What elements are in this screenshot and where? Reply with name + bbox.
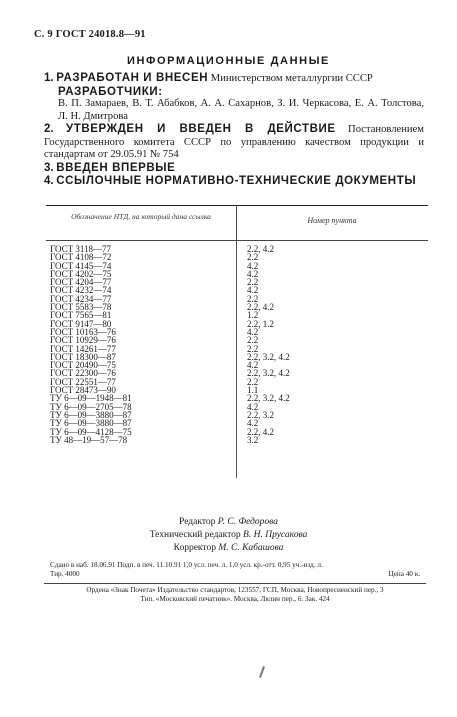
- item-text: Постановлением Государственного комитета СССР по управлению качеством продукции и стандартам от 29.05.91 № 754: [44, 124, 424, 160]
- tech-editor-name: В. Н. Прусакова: [243, 530, 308, 540]
- clause-numbers: 2.2: [247, 376, 259, 387]
- clause-numbers: 2.2, 4.2: [247, 244, 274, 254]
- document-designation: ГОСТ 18300—87: [50, 351, 116, 362]
- info-item-2: [44, 123, 424, 162]
- corrector-name: М. С. Кабашова: [218, 543, 284, 553]
- editors-block: [0, 516, 457, 555]
- developers-list: В. П. Замараев, В. Т. Абабков, А. А. Сахарнов, З. И. Черкасова, Е. А. Толстова, Л. Н. Дмитрова: [58, 98, 424, 122]
- clause-numbers: 4.2: [247, 326, 259, 337]
- info-list: [44, 72, 424, 189]
- document-designation: ГОСТ 4108—72: [50, 252, 112, 263]
- document-designation: ТУ 48—19—57—78: [50, 434, 128, 445]
- clause-numbers: 4.2: [247, 418, 259, 429]
- clause-numbers: 4.2: [247, 285, 259, 296]
- document-designation: ТУ 6—09—3880—87: [50, 409, 132, 420]
- imprint-line-1: Сдано в наб. 18.06.91 Подп. в печ. 11.10.91 1,0 усл. печ. л. 1,0 усл. кр.-отт. 0,95 уч.-изд. л.: [50, 561, 323, 569]
- clause-numbers: 2.2: [247, 252, 259, 263]
- document-designation: ГОСТ 4232—74: [50, 285, 112, 296]
- document-designation: ГОСТ 28473—90: [50, 385, 116, 396]
- document-designation: ГОСТ 4202—75: [50, 268, 112, 279]
- document-designation: ГОСТ 9147—80: [50, 318, 112, 329]
- publisher-block: [44, 586, 426, 604]
- print-run: Тир. 4000: [50, 570, 80, 578]
- document-designation: ГОСТ 10929—76: [50, 335, 116, 346]
- clause-numbers: 4.2: [247, 360, 259, 371]
- scan-mark: [259, 666, 265, 678]
- document-designation: ГОСТ 22551—77: [50, 376, 116, 387]
- clause-numbers: 2.2, 3.2: [247, 409, 274, 420]
- page-header: С. 9 ГОСТ 24018.8—91: [34, 29, 146, 40]
- document-designation: ТУ 6—09—2705—78: [50, 401, 132, 412]
- developers-heading: РАЗРАБОТЧИКИ:: [58, 85, 163, 98]
- clause-numbers: 1.1: [247, 385, 259, 396]
- clause-numbers: 2.2, 4.2: [247, 426, 274, 437]
- document-designation: ТУ 6—09—4128—75: [50, 426, 132, 437]
- imprint-rule: [44, 583, 426, 584]
- info-item-1: [44, 72, 424, 123]
- info-item-4: [44, 175, 424, 189]
- clause-numbers: 2.2, 1.2: [247, 318, 274, 329]
- clause-numbers: 2.2, 3.2, 4.2: [247, 351, 290, 362]
- item-heading: РАЗРАБОТАН И ВНЕСЕН: [56, 72, 209, 84]
- clause-numbers: 2.2, 3.2, 4.2: [247, 393, 290, 404]
- item-number: 1.: [44, 72, 54, 84]
- clause-numbers: 4.2: [247, 268, 259, 279]
- editor-role: Редактор: [179, 517, 216, 527]
- table-header: [46, 210, 428, 242]
- reference-rows: [50, 245, 430, 444]
- clause-numbers: 4.2: [247, 260, 259, 271]
- clause-numbers: 1.2: [247, 310, 259, 321]
- item-heading: ВВЕДЕН ВПЕРВЫЕ: [56, 161, 176, 174]
- column-header-clause: Номер пункта: [307, 216, 357, 225]
- editor-line: [0, 516, 457, 529]
- clause-numbers: 2.2: [247, 293, 259, 304]
- imprint-line-2: [50, 570, 420, 579]
- table-row: [50, 436, 430, 444]
- clause-numbers: 2.2, 4.2: [247, 302, 274, 313]
- document-designation: ГОСТ 4145—74: [50, 260, 112, 271]
- document-designation: ГОСТ 7565—81: [50, 310, 112, 321]
- column-header-document: Обозначение НТД, на который дана ссылка: [71, 212, 211, 221]
- document-designation: ТУ 6—09—1948—81: [50, 393, 132, 404]
- publisher-line-1: Ордена «Знак Почета» Издательство стандартов, 123557, ГСП, Москва, Новопресненский пер., 3: [86, 586, 384, 594]
- item-number: 3.: [44, 161, 54, 174]
- document-designation: ГОСТ 4204—77: [50, 277, 112, 288]
- document-designation: ГОСТ 10163—76: [50, 326, 116, 337]
- item-text: Министерством металлургии СССР: [208, 73, 373, 84]
- document-designation: ГОСТ 14261—77: [50, 343, 116, 354]
- editor-name: Р. С. Федорова: [217, 517, 278, 527]
- tech-editor-role: Технический редактор: [149, 530, 241, 540]
- clause-numbers: 2.2: [247, 343, 259, 354]
- clause-numbers: 2.2: [247, 277, 259, 288]
- clause-numbers: 2.2: [247, 335, 259, 346]
- document-designation: ГОСТ 5583—78: [50, 302, 112, 313]
- document-designation: ТУ 6—09—3880—87: [50, 418, 132, 429]
- publisher-line-2: Тип. «Московский печатник». Москва, Лялин пер., 6. Зак. 424: [140, 595, 330, 603]
- document-designation: ГОСТ 20490—75: [50, 360, 116, 371]
- item-heading: УТВЕРЖДЕН И ВВЕДЕН В ДЕЙСТВИЕ: [65, 123, 336, 135]
- clause-numbers: 2.2, 3.2, 4.2: [247, 368, 290, 379]
- info-item-3: [44, 162, 424, 176]
- clause-numbers: 4.2: [247, 401, 259, 412]
- document-designation: ГОСТ 22300—76: [50, 368, 116, 379]
- imprint-block: [50, 561, 420, 579]
- item-number: 4.: [44, 175, 54, 187]
- clause-numbers: 3.2: [247, 434, 259, 445]
- item-number: 2.: [44, 123, 54, 135]
- table-header-rule: [46, 240, 428, 241]
- document-designation: ГОСТ 3118—77: [50, 244, 112, 254]
- table-top-rule: [46, 205, 428, 206]
- corrector-role: Корректор: [173, 543, 216, 553]
- document-designation: ГОСТ 4234—77: [50, 293, 112, 304]
- item-heading: ССЫЛОЧНЫЕ НОРМАТИВНО-ТЕХНИЧЕСКИЕ ДОКУМЕНТЫ: [56, 175, 417, 187]
- corrector-line: [0, 542, 457, 555]
- section-title: ИНФОРМАЦИОННЫЕ ДАННЫЕ: [126, 55, 330, 67]
- tech-editor-line: [0, 529, 457, 542]
- price: Цена 40 к.: [388, 570, 420, 578]
